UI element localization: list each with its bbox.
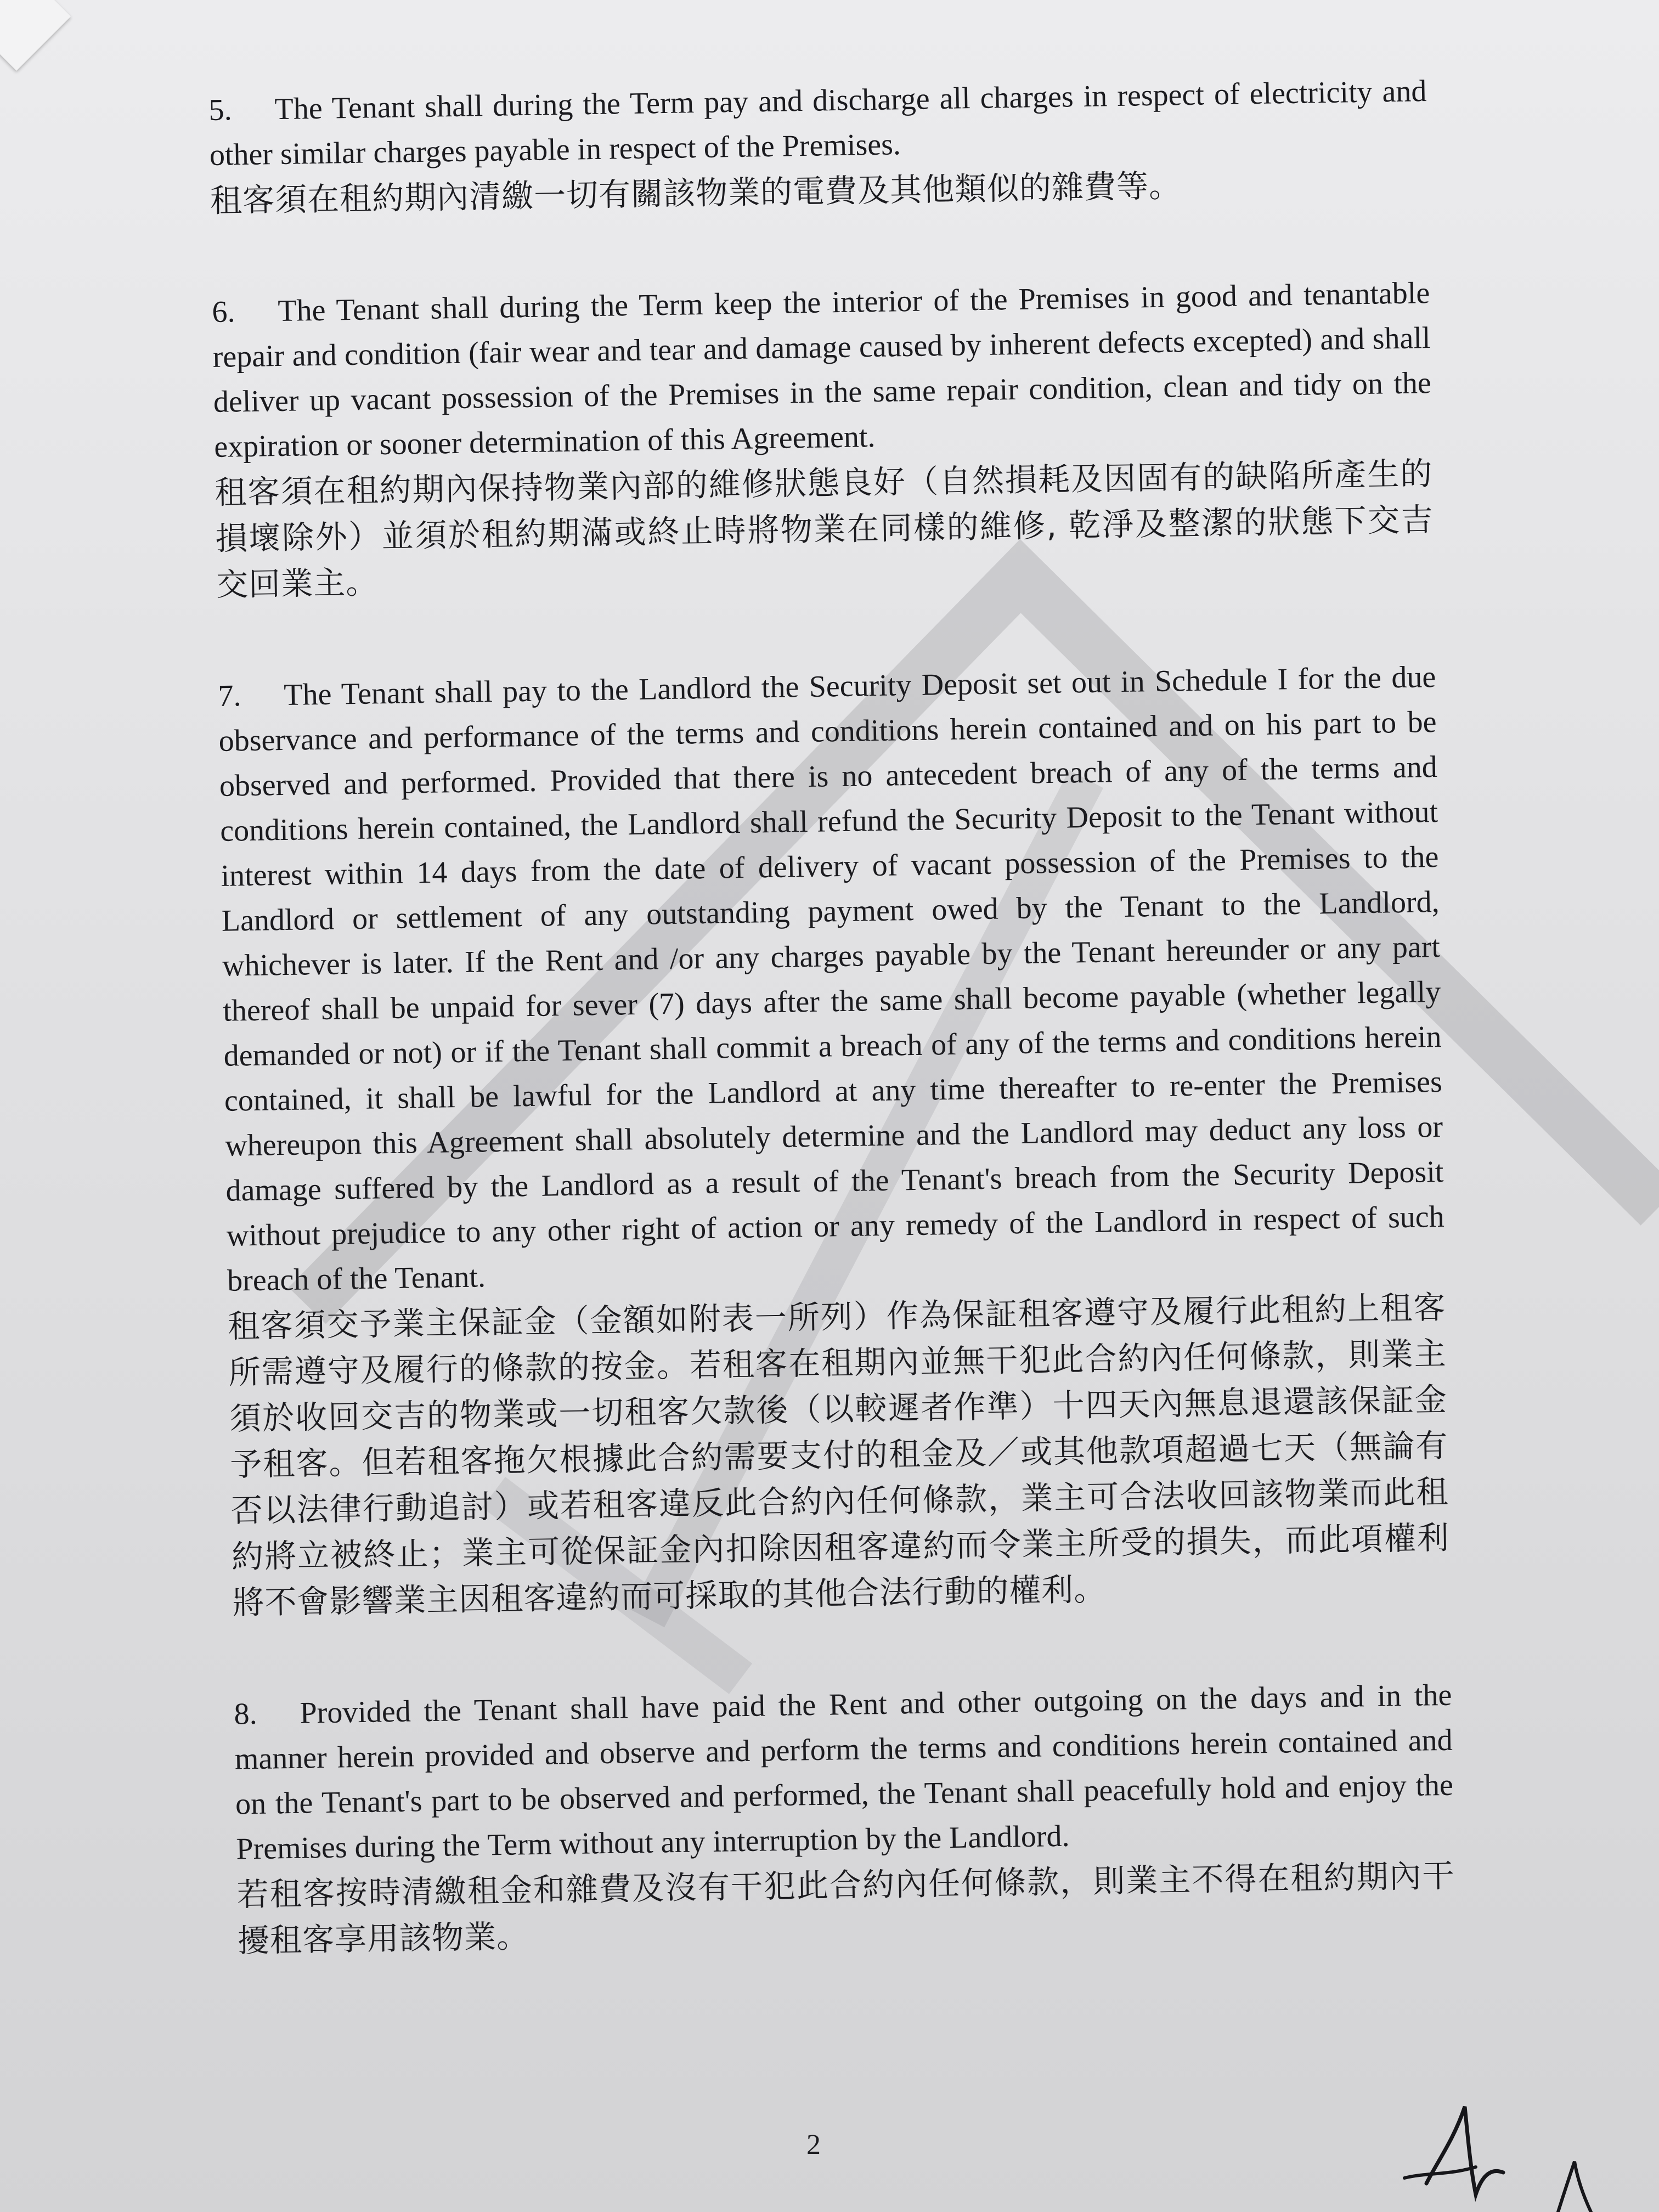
clause-english: The Tenant shall during the Term keep the interior of the Premises in good and tenantable repair and condition (fair wear and tear and damage caused by inherent defects excepted) and shall deliver up vacant possession of the Premises in the same repair condition, clean and tidy on the expiration or sooner determination of this Agreement.: [212, 276, 1432, 464]
clause-number: 5.: [208, 93, 233, 127]
clause-chinese: 租客須交予業主保証金（金額如附表一所列）作為保証租客遵守及履行此租約上租客所需遵守及履行的條款的按金。若租客在租期內並無干犯此合約內任何條款，則業主須於收回交吉的物業或一切租客欠款後（以較遲者作準）十四天內無息退還該保証金予租客。但若租客拖欠根據此合約需要支付的租金及／或其他款項超過七天（無論有否以法律行動追討）或若租客違反此合約內任何條款，業主可合法收回該物業而此租約將立被終止；業主可從保証金內扣除因租客違約而令業主所受的損失，而此項權利將不會影響業主因租客違約而可採取的其他合法行動的權利。: [227, 1288, 1450, 1622]
handwritten-signature: [1393, 2085, 1657, 2212]
clause-chinese: 租客須在租約期內保持物業內部的維修狀態良好（自然損耗及因固有的缺陷所產生的損壞除外）並須於租約期滿或終止時將物業在同樣的維修, 乾淨及整潔的狀態下交吉交回業主。: [215, 455, 1434, 603]
clause-english-text: [212, 270, 1432, 470]
clause-chinese: 租客須在租約期內清繳一切有關該物業的電費及其他類似的雜費等。: [210, 167, 1182, 219]
clause-5: [208, 69, 1429, 224]
clause-english: Provided the Tenant shall have paid the Rent and other outgoing on the days and in the manner herein provided and observe and perform the terms and conditions herein contained and on the Tenant's part to be observed and performed, the Tenant shall peacefully hold and enjoy the Premises during the Term without any interruption by the Landlord.: [234, 1678, 1454, 1866]
clause-english: The Tenant shall pay to the Landlord the Security Deposit set out in Schedule I for the due observance and performance of the terms and conditions herein contained and on his part to be observed and performed. Provided that there is no antecedent breach of any of the terms and conditions herein contained, the Landlord shall refund the Security Deposit to the Tenant without interest within 14 days from the date of delivery of vacant possession of the Premises to the Landlord or settlement of any outstanding payment owed by the Tenant to the Landlord, whichever is later. If the Rent and /or any charges payable by the Tenant hereunder or any part thereof shall be unpaid for sever (7) days after the same shall become payable (whether legally demanded or not) or if the Tenant shall commit a breach of any of the terms and conditions herein contained, it shall be lawful for the Landlord at any time thereafter to re-enter the Premises whereupon this Agreement shall absolutely determine and the Landlord may deduct any loss or damage suffered by the Landlord as a result of the Tenant's breach from the Security Deposit without prejudice to any other right of action or any remedy of the Landlord in respect of such breach of the Tenant.: [218, 659, 1445, 1298]
folded-page-corner: [0, 0, 71, 71]
clause-number: 7.: [217, 679, 241, 713]
clause-english-text: [218, 654, 1446, 1304]
page-number: 2: [806, 2129, 821, 2160]
clause-8: [234, 1673, 1456, 1964]
agreement-body: [208, 69, 1457, 2029]
clause-number: 8.: [234, 1696, 258, 1731]
clause-english: The Tenant shall during the Term pay and discharge all charges in respect of electricity and other similar charges payable in respect of the Premises.: [209, 74, 1427, 172]
clause-chinese: 若租客按時清繳租金和雜費及沒有干犯此合約內任何條款，則業主不得在租約期內干擾租客享用該物業。: [236, 1857, 1455, 1960]
clause-number: 6.: [211, 295, 235, 329]
clause-7: [218, 654, 1451, 1626]
clause-english-text: [234, 1673, 1454, 1872]
clause-6: [212, 270, 1435, 608]
